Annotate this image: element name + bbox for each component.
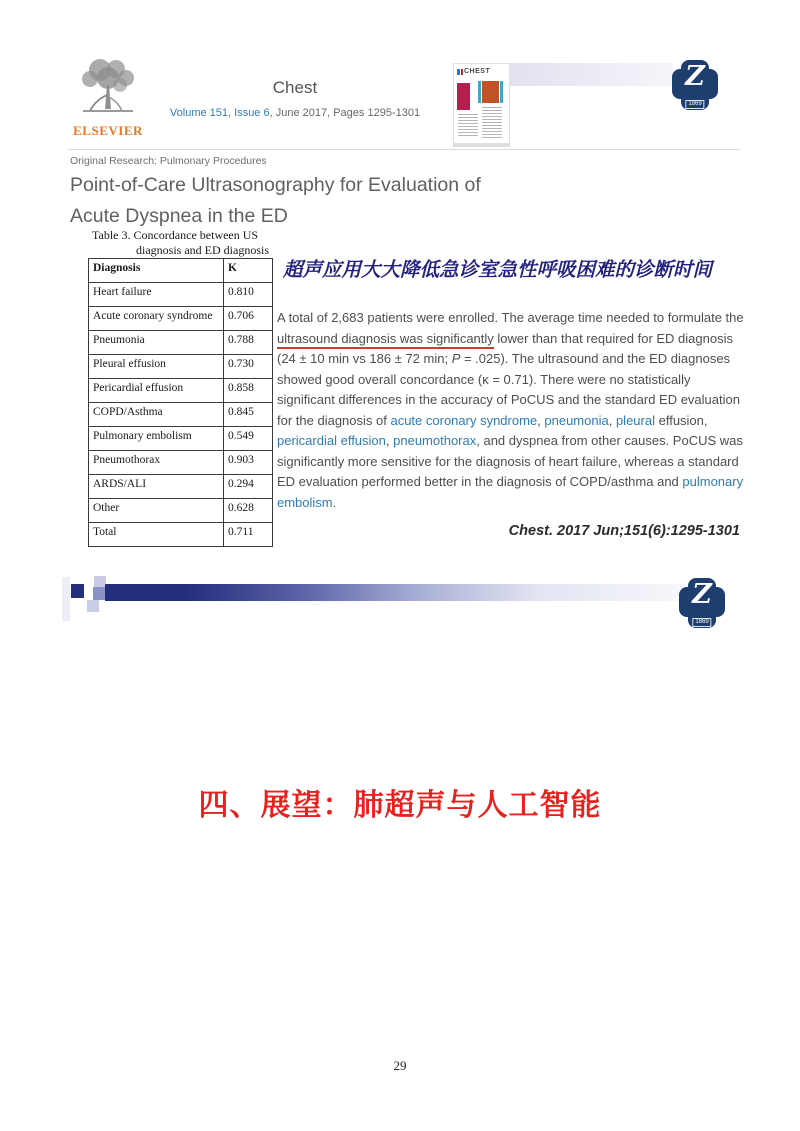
abstract-link[interactable]: acute coronary syndrome: [390, 412, 538, 428]
cover-art-strip: [500, 81, 503, 103]
z-logo-year: 1869: [685, 100, 704, 109]
table-row: [89, 331, 273, 355]
cover-art-block: [457, 83, 470, 110]
table-row: [89, 451, 273, 475]
hospital-z-logo: [679, 578, 725, 630]
volume-issue-link[interactable]: Volume 151, Issue 6: [169, 107, 270, 119]
abstract-text: P: [451, 351, 461, 366]
abstract-text: ,: [385, 433, 394, 448]
table-cell: 0.706: [224, 307, 273, 331]
journal-title: Chest: [272, 78, 318, 97]
table-cell: Pneumothorax: [89, 451, 224, 475]
z-logo-letter: Z: [685, 61, 705, 92]
journal-cover-thumbnail: [453, 63, 510, 144]
abstract-link[interactable]: pleural: [615, 412, 655, 428]
divider-gradient-bar: [105, 584, 692, 601]
table-cell: Pulmonary embolism: [89, 427, 224, 451]
table-cell: 0.845: [224, 403, 273, 427]
journal-header: [145, 78, 445, 119]
table-header-k: K: [224, 259, 273, 283]
table-row: [89, 283, 273, 307]
abstract-text: lower than that required for ED diagnosis (24 ± 10 min vs 186 ± 72 min;: [277, 330, 733, 366]
abstract-link[interactable]: pulmonary embolism: [277, 474, 744, 510]
table-caption: [92, 228, 269, 258]
cover-toc-lines: [458, 114, 478, 138]
header-divider-line: [68, 149, 740, 150]
table-cell: Heart failure: [89, 283, 224, 307]
volume-rest-text: , June 2017, Pages 1295-1301: [269, 107, 421, 119]
table-cell: 0.549: [224, 427, 273, 451]
citation-reference: Chest. 2017 Jun;151(6):1295-1301: [508, 523, 740, 539]
z-logo-year: 1869: [692, 618, 711, 627]
table-cell: Pneumonia: [89, 331, 224, 355]
z-logo-letter: Z: [692, 579, 712, 610]
table-row: [89, 475, 273, 499]
abstract-text: , and dyspnea from other causes. PoCUS was significantly more sensitive for the diagnosis of heart failure, whereas a standard ED evaluation performed better in the diagnosis of COPD/asthma and: [277, 433, 743, 489]
table-cell: 0.858: [224, 379, 273, 403]
paper-title: Point-of-Care Ultrasonography for Evaluation of Acute Dyspnea in the ED: [70, 174, 481, 227]
cover-masthead: [454, 64, 509, 77]
divider-square: [87, 600, 99, 612]
page-number: 29: [393, 1058, 407, 1073]
article-section-label: Original Research: Pulmonary Procedures: [70, 155, 267, 167]
table-row: [89, 379, 273, 403]
abstract-link[interactable]: pneumothorax: [393, 433, 477, 448]
table-cell: 0.903: [224, 451, 273, 475]
table-cell: Acute coronary syndrome: [89, 307, 224, 331]
table-row: [89, 523, 273, 547]
cover-art-image: [482, 81, 499, 103]
table-cell: 0.711: [224, 523, 273, 547]
abstract-link[interactable]: pneumonia: [544, 412, 609, 428]
abstract-text: ultrasound diagnosis was significantly: [277, 331, 494, 349]
cover-logo-mark: [461, 69, 463, 75]
divider-strip: [62, 577, 70, 621]
abstract-text: ,: [608, 412, 616, 428]
table-cell: 0.628: [224, 499, 273, 523]
abstract-paragraph: [277, 308, 749, 513]
hospital-z-logo: [672, 60, 718, 112]
table-row: [89, 403, 273, 427]
table-cell: 0.730: [224, 355, 273, 379]
concordance-table: [88, 258, 273, 547]
table-row: [89, 499, 273, 523]
table-caption-line1: Table 3. Concordance between US: [92, 228, 259, 242]
abstract-text: A total of 2,683 patients were enrolled. The average time needed to formulate the: [277, 310, 744, 325]
table-cell: ARDS/ALI: [89, 475, 224, 499]
table-cell: 0.810: [224, 283, 273, 307]
abstract-text: effusion,: [654, 412, 708, 428]
abstract-text: .: [332, 494, 337, 510]
journal-volume-line: [145, 107, 445, 119]
elsevier-tree-icon: [76, 57, 140, 117]
divider-square: [71, 584, 84, 598]
abstract-link[interactable]: pericardial effusion: [277, 433, 386, 448]
elsevier-wordmark: ELSEVIER: [73, 123, 143, 138]
table-cell: COPD/Asthma: [89, 403, 224, 427]
abstract-text: = .025). The ultrasound and the ED diagnoses showed good overall concordance (κ = 0.71). There were no statistically significant differences in the accuracy of PoCUS and the standard ED evaluation for the diagnosis of: [277, 351, 740, 428]
cover-title: CHEST: [464, 68, 491, 75]
table-cell: 0.788: [224, 331, 273, 355]
slide-section-title: 四、展望：肺超声与人工智能: [198, 789, 602, 822]
table-caption-line2: diagnosis and ED diagnosis: [136, 243, 269, 257]
header-decor-bar: [510, 63, 673, 86]
table-header-diagnosis: Diagnosis: [89, 259, 224, 283]
cover-art-strip: [478, 81, 481, 103]
elsevier-logo: [70, 57, 146, 141]
cover-logo-mark: [457, 69, 460, 75]
table-cell: Pleural effusion: [89, 355, 224, 379]
table-row: [89, 427, 273, 451]
table-header-row: [89, 259, 273, 283]
table-cell: 0.294: [224, 475, 273, 499]
cover-toc-lines: [482, 107, 502, 138]
table-cell: Total: [89, 523, 224, 547]
abstract-text: ,: [537, 412, 545, 428]
table-cell: Pericardial effusion: [89, 379, 224, 403]
table-row: [89, 355, 273, 379]
table-cell: Other: [89, 499, 224, 523]
annotation-headline: 超声应用大大降低急诊室急性呼吸困难的诊断时间: [283, 259, 713, 281]
table-row: [89, 307, 273, 331]
